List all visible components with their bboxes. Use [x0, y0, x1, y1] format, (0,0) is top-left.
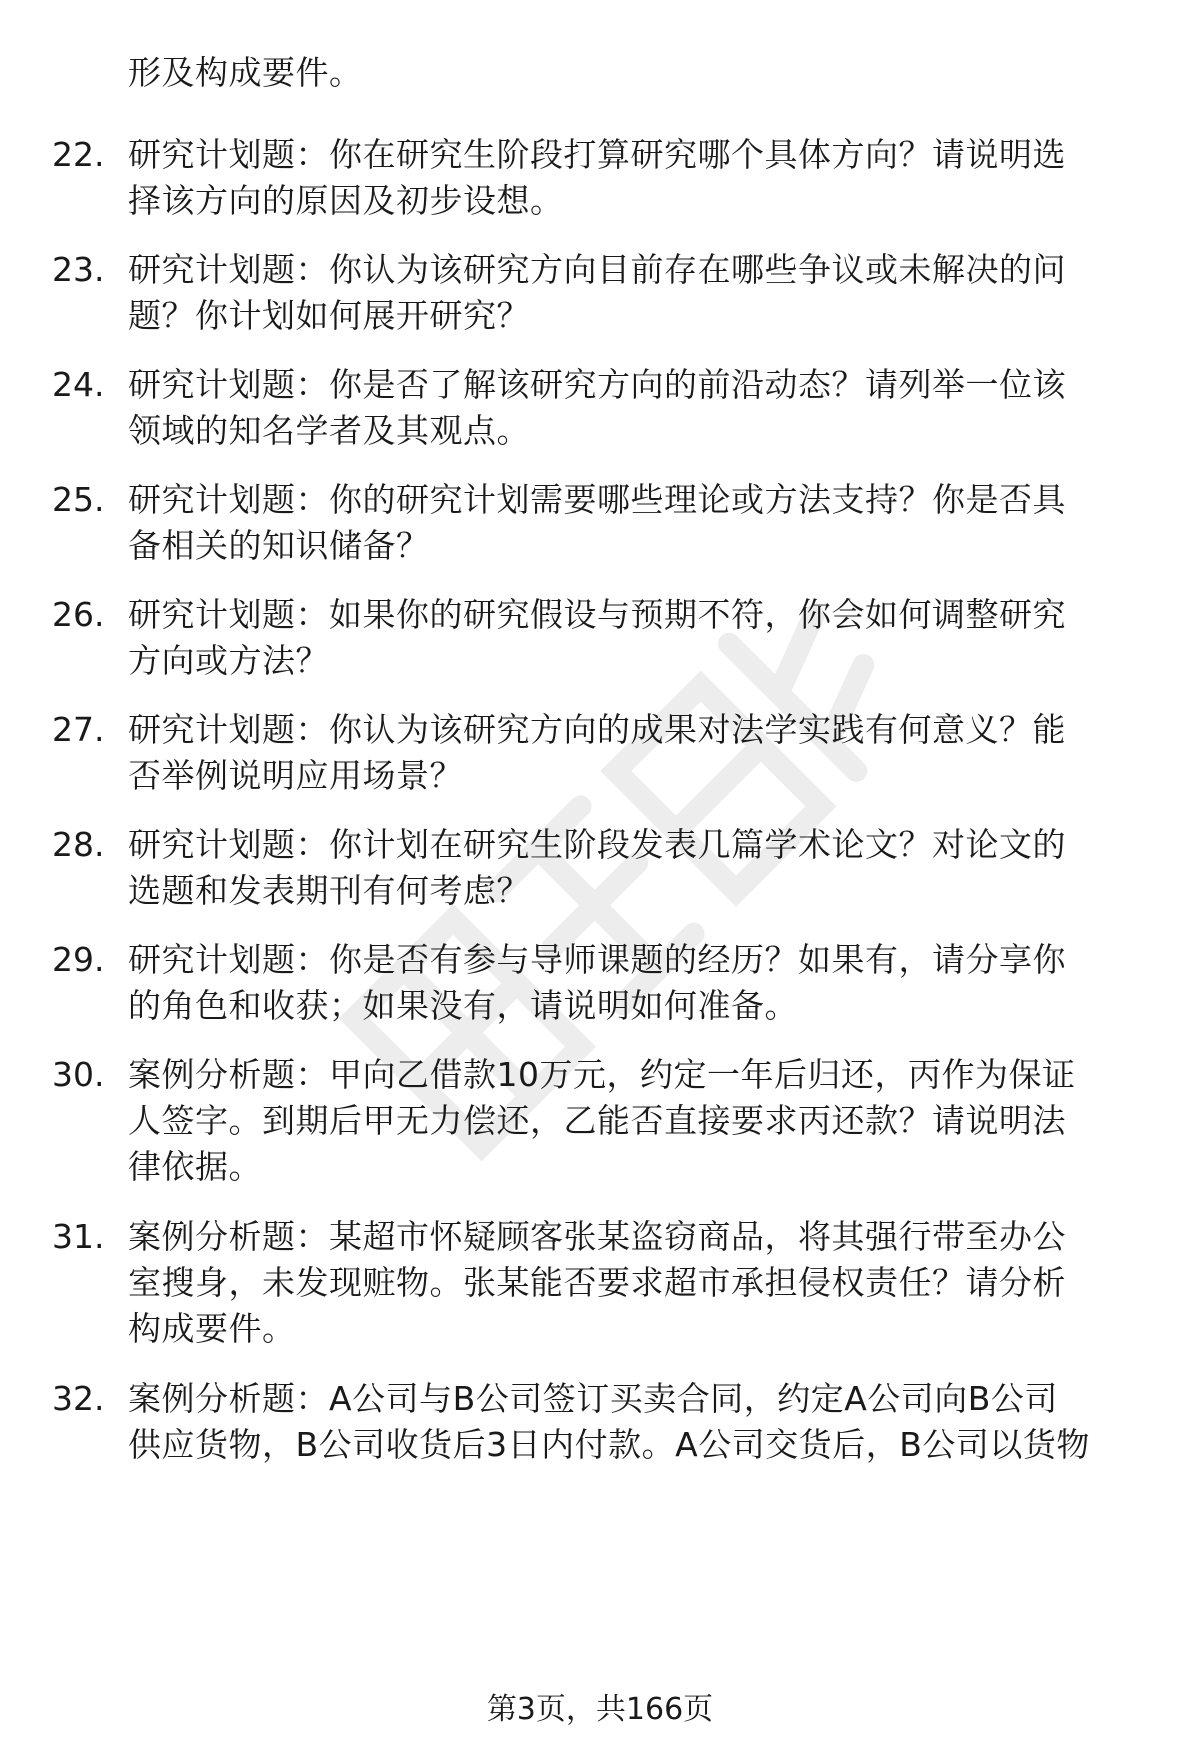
item-number: 28. [52, 825, 105, 864]
text-line: 研究计划题：你是否了解该研究方向的前沿动态？请列举一位该 [128, 365, 1066, 404]
item-text [128, 707, 1148, 799]
item-text [128, 132, 1148, 224]
text-line: 方向或方法？ [128, 641, 329, 680]
item-number: 25. [52, 480, 105, 519]
text-line: 律依据。 [128, 1147, 262, 1186]
item-text [128, 937, 1148, 1029]
text-line: 形及构成要件。 [128, 53, 363, 92]
text-line: 研究计划题：你计划在研究生阶段发表几篇学术论文？对论文的 [128, 825, 1066, 864]
item-number: 23. [52, 250, 105, 289]
text-line: 供应货物，B公司收货后3日内付款。A公司交货后，B公司以货物 [128, 1425, 1090, 1464]
item-text [128, 247, 1148, 339]
text-line: 案例分析题：甲向乙借款10万元，约定一年后归还，丙作为保证 [128, 1055, 1076, 1094]
item-number: 27. [52, 710, 105, 749]
text-line: 人签字。到期后甲无力偿还，乙能否直接要求丙还款？请说明法 [128, 1101, 1066, 1140]
text-line: 案例分析题：A公司与B公司签订买卖合同，约定A公司向B公司 [128, 1379, 1058, 1418]
text-line: 研究计划题：你的研究计划需要哪些理论或方法支持？你是否具 [128, 480, 1066, 519]
text-line: 否举例说明应用场景？ [128, 756, 463, 795]
text-line: 的角色和收获；如果没有，请说明如何准备。 [128, 986, 798, 1025]
item-text [128, 592, 1148, 684]
item-number: 26. [52, 595, 105, 634]
text-line: 案例分析题：某超市怀疑顾客张某盗窃商品，将其强行带至办公 [128, 1217, 1066, 1256]
text-line: 择该方向的原因及初步设想。 [128, 181, 564, 220]
item-text [128, 50, 1148, 96]
text-line: 领域的知名学者及其观点。 [128, 411, 530, 450]
item-number: 32. [52, 1379, 105, 1418]
text-line: 选题和发表期刊有何考虑？ [128, 871, 530, 910]
item-number: 29. [52, 940, 105, 979]
item-number: 31. [52, 1217, 105, 1256]
item-text [128, 1052, 1148, 1190]
text-line: 研究计划题：你在研究生阶段打算研究哪个具体方向？请说明选 [128, 135, 1066, 174]
page-footer: 第3页，共166页 [486, 1692, 714, 1727]
item-text [128, 822, 1148, 914]
item-number: 24. [52, 365, 105, 404]
item-text [128, 362, 1148, 454]
item-text [128, 477, 1148, 569]
item-text [128, 1214, 1148, 1352]
text-line: 研究计划题：你是否有参与导师课题的经历？如果有，请分享你 [128, 940, 1066, 979]
item-text [128, 1376, 1148, 1468]
text-line: 构成要件。 [128, 1309, 296, 1348]
text-line: 研究计划题：如果你的研究假设与预期不符，你会如何调整研究 [128, 595, 1066, 634]
text-line: 研究计划题：你认为该研究方向的成果对法学实践有何意义？能 [128, 710, 1066, 749]
text-line: 研究计划题：你认为该研究方向目前存在哪些争议或未解决的问 [128, 250, 1066, 289]
item-number: 30. [52, 1055, 105, 1094]
item-number: 22. [52, 135, 105, 174]
text-line: 室搜身，未发现赃物。张某能否要求超市承担侵权责任？请分析 [128, 1263, 1066, 1302]
text-line: 题？你计划如何展开研究？ [128, 296, 530, 335]
text-line: 备相关的知识储备？ [128, 526, 430, 565]
